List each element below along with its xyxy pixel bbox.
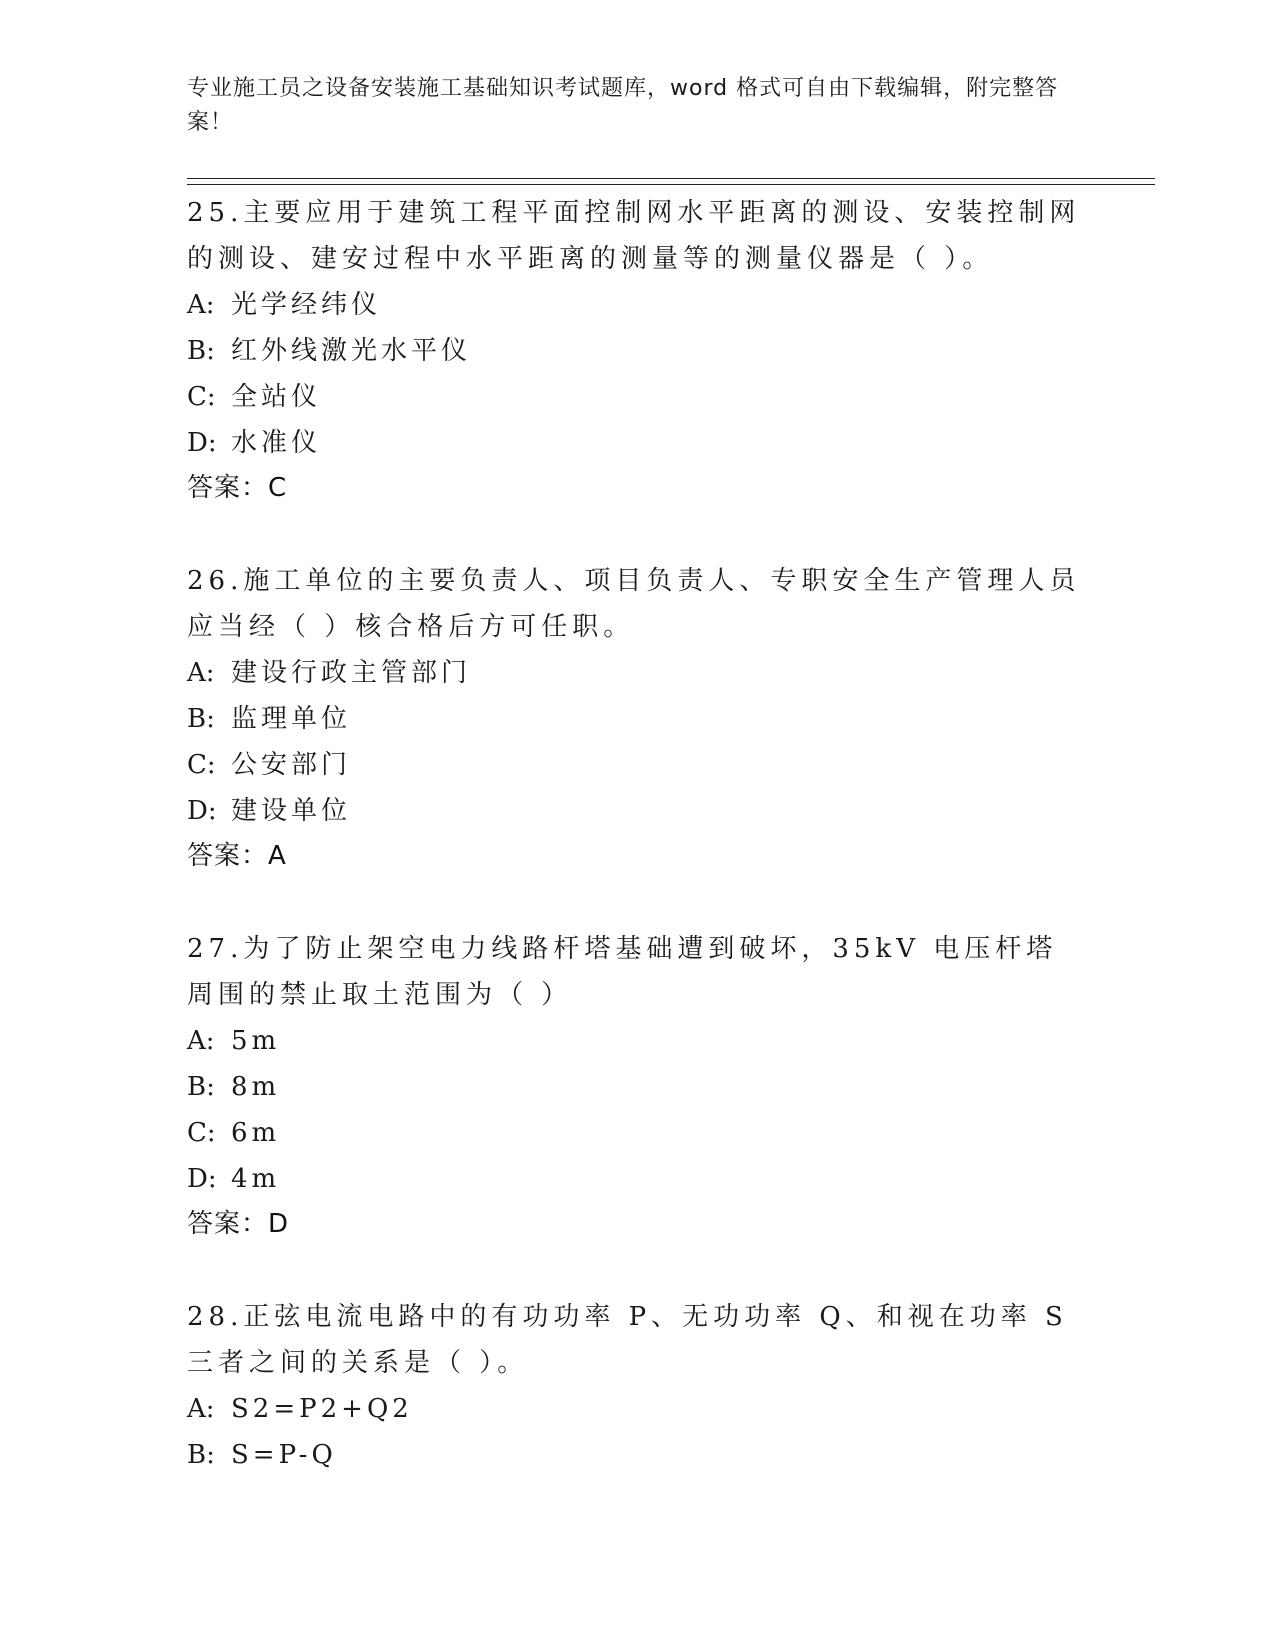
option-key: D: (187, 1164, 217, 1194)
question-25 (187, 188, 1087, 510)
option-text: 4m (231, 1164, 281, 1194)
option-key: C: (187, 750, 216, 780)
answer-line: 答案：A (187, 841, 287, 871)
answer-line: 答案：C (187, 473, 288, 503)
header-divider-top (187, 178, 1155, 179)
option-text: 8m (231, 1072, 281, 1102)
option-text: 公安部门 (231, 750, 352, 780)
question-stem: 26.施工单位的主要负责人、项目负责人、专职安全生产管理人员应当经（ ）核合格后方可任职。 (187, 566, 1081, 642)
question-26 (187, 556, 1087, 878)
option-a (187, 1386, 1087, 1432)
option-d (187, 420, 1087, 466)
option-b (187, 328, 1087, 374)
option-text: 水准仪 (231, 428, 322, 458)
option-text: 5m (231, 1026, 281, 1056)
option-text: S=P-Q (231, 1440, 337, 1470)
question-stem: 28.正弦电流电路中的有功功率 P、无功功率 Q、和视在功率 S 三者之间的关系是（ ）。 (187, 1302, 1068, 1378)
question-stem: 27.为了防止架空电力线路杆塔基础遭到破坏，35kV 电压杆塔周围的禁止取土范围为（ ） (187, 934, 1058, 1010)
option-key: C: (187, 1118, 216, 1148)
answer-line: 答案：D (187, 1209, 290, 1239)
option-c (187, 742, 1087, 788)
option-key: A: (187, 1394, 215, 1424)
option-key: D: (187, 796, 217, 826)
option-a (187, 650, 1087, 696)
option-b (187, 1064, 1087, 1110)
option-key: B: (187, 1440, 215, 1470)
option-key: B: (187, 336, 215, 366)
option-d (187, 1156, 1087, 1202)
option-text: 光学经纬仪 (231, 290, 382, 320)
option-text: 全站仪 (231, 382, 322, 412)
option-c (187, 1110, 1087, 1156)
option-b (187, 1432, 1087, 1478)
option-key: C: (187, 382, 216, 412)
question-27 (187, 924, 1087, 1246)
option-key: A: (187, 658, 215, 688)
option-c (187, 374, 1087, 420)
question-28 (187, 1292, 1087, 1478)
option-a (187, 1018, 1087, 1064)
question-stem: 25.主要应用于建筑工程平面控制网水平距离的测设、安装控制网的测设、建安过程中水平距离的测量等的测量仪器是（ ）。 (187, 198, 1081, 274)
option-text: 建设单位 (231, 796, 352, 826)
document-header: 专业施工员之设备安装施工基础知识考试题库，word 格式可自由下载编辑，附完整答案！ (187, 76, 1059, 135)
option-key: A: (187, 290, 215, 320)
option-text: 6m (231, 1118, 281, 1148)
question-list (187, 188, 1087, 1524)
option-text: 建设行政主管部门 (231, 658, 472, 688)
option-text: 监理单位 (231, 704, 352, 734)
option-text: S2=P2+Q2 (231, 1394, 413, 1424)
option-key: B: (187, 704, 215, 734)
header-divider-bottom (187, 184, 1155, 185)
option-key: A: (187, 1026, 215, 1056)
option-key: D: (187, 428, 217, 458)
option-b (187, 696, 1087, 742)
option-a (187, 282, 1087, 328)
option-text: 红外线激光水平仪 (231, 336, 472, 366)
option-key: B: (187, 1072, 215, 1102)
option-d (187, 788, 1087, 834)
